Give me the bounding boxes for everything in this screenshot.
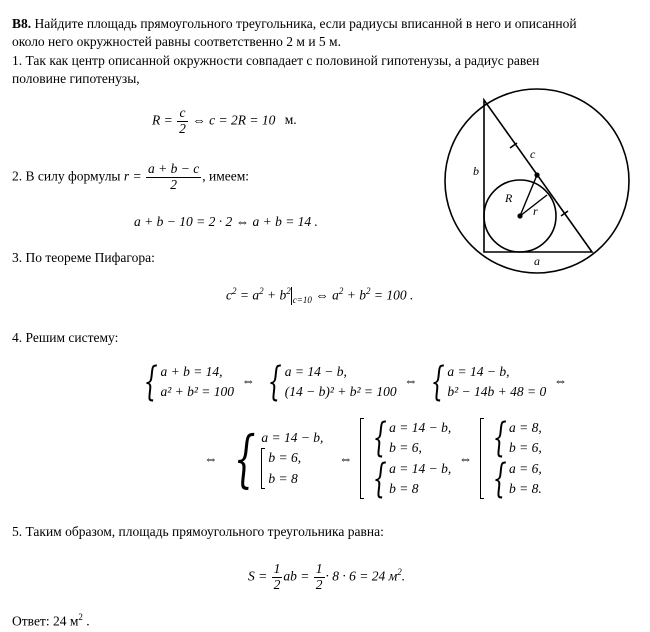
step2-line: 2. В силу формулы r = $\frac{a + b - c}{2}$ , имеем: (12, 161, 250, 192)
label-R: R (505, 191, 513, 205)
step5-label: 5. Таким образом, площадь прямоугольного треугольника равна: (12, 524, 384, 539)
step1-line2: половине гипотенузы, (12, 71, 140, 86)
label-r: r (533, 204, 538, 218)
system-3: { a = 14 − b, b² − 14b + 48 = 0 (430, 359, 547, 406)
step5-formula: S = $\frac{1}{2}$ ab = $\frac{1}{2}$ · 8 · 6 = 24 $м^2$. (248, 561, 406, 592)
circumscribed-circle (445, 89, 629, 273)
answer: Ответ: 24 $м^2$ . (12, 612, 90, 629)
step1-formula: R = $\frac{c}{2}$ ⇔ c = 2R = 10 м. (152, 105, 297, 136)
problem-number: B8. (12, 16, 32, 31)
problem-statement (12, 16, 577, 32)
label-c: c (530, 147, 536, 161)
problem-text-line1: Найдите площадь прямоугольного треугольника, если радиусы вписанной в него и описанной (34, 16, 577, 31)
tick-mark-2 (561, 211, 568, 216)
system-1: { a + b = 14, a² + b² = 100 (143, 359, 235, 406)
system-4: { a = 14 − b, b = 6, b = 8 (233, 421, 324, 495)
circumcenter-point (534, 172, 539, 177)
step3-label: 3. По теореме Пифагора: (12, 250, 155, 265)
system-2: { a = 14 − b, (14 − b)² + b² = 100 (268, 359, 397, 406)
step1-line1: 1. Так как центр описанной окружности совпадает с половиной гипотенузы, а радиус равен (12, 53, 540, 68)
step3-formula: $c^2 = a^2 + b^2_{c=10}$ ⇔ $a^2 + b^2 = 100$ . (226, 286, 414, 306)
incenter-point (517, 213, 522, 218)
step1-fraction: $\frac{c}{2}$ (179, 105, 186, 136)
system-5: { a = 14 − b, b = 6, { a = 14 − b, b = 8 (360, 418, 452, 499)
step2-fraction: $\frac{a + b - c}{2}$ (148, 161, 200, 192)
system-row2: ⇔ { a = 14 − b, b = 6, b = 8 ⇔ { a = 14 − b, b = 6, { a = 14 − b, b = 8 ⇔ { a = 8, b = 6, { a = 6, b = 8. (204, 415, 542, 502)
step4-label: 4. Решим систему: (12, 330, 119, 345)
geometry-figure (440, 85, 640, 285)
step2-result: a + b − 10 = 2 · 2 ⇔ a + b = 14 . (134, 214, 318, 229)
label-b: b (473, 164, 479, 178)
system-6: { a = 8, b = 6, { a = 6, b = 8. (480, 418, 542, 499)
system-row1: { a + b = 14, a² + b² = 100 ⇔ { a = 14 − b, (14 − b)² + b² = 100 ⇔ { a = 14 − b, b² − 14b + 48 = 0 ⇔ (138, 362, 571, 403)
problem-text-line2: около него окружностей равны соответственно 2 м и 5 м. (12, 34, 341, 49)
label-a: a (534, 254, 540, 268)
